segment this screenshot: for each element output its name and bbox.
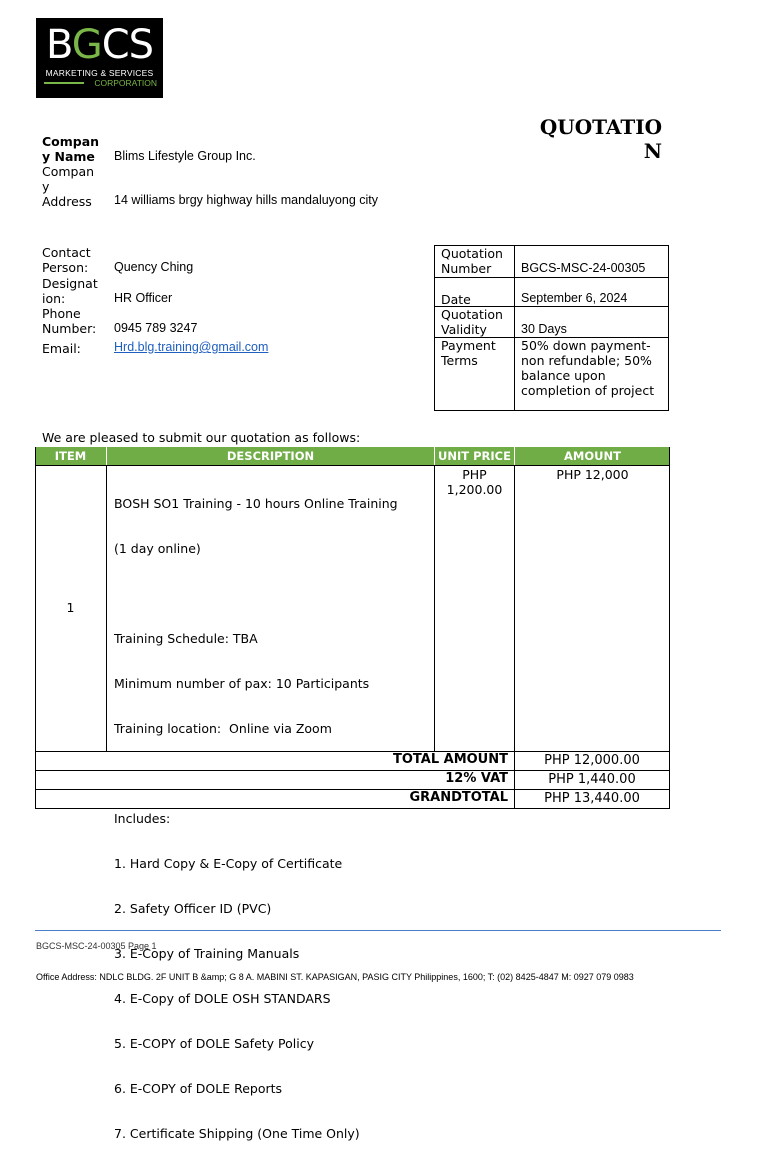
table-border <box>35 447 36 809</box>
quotation-number-value: BGCS-MSC-24-00305 <box>521 261 646 275</box>
header-amount: AMOUNT <box>515 447 670 465</box>
date-label: Date <box>441 292 471 307</box>
grand-total-value: PHP 13,440.00 <box>544 791 640 806</box>
date-value: September 6, 2024 <box>521 291 628 305</box>
vat-label: 12% VAT <box>445 771 508 786</box>
phone-value: 0945 789 3247 <box>114 321 198 335</box>
footer-page-number: BGCS-MSC-24-00305 Page 1 <box>36 941 157 951</box>
table-border <box>106 465 107 751</box>
company-address-label: Compan y Address <box>42 164 95 209</box>
quotation-info-table <box>434 245 669 411</box>
phone-label: Phone Number: <box>42 306 97 336</box>
validity-value: 30 Days <box>521 322 567 336</box>
header-unit-price: UNIT PRICE <box>435 447 514 465</box>
header-item: ITEM <box>35 447 106 465</box>
item-unit-price: PHP 1,200.00 <box>446 467 503 497</box>
designation-value: HR Officer <box>114 291 173 305</box>
grand-total-label: GRANDTOTAL <box>409 790 508 805</box>
document-title: QUOTATIO N <box>539 115 662 163</box>
vat-value: PHP 1,440.00 <box>548 772 636 787</box>
company-name-label: Compan y Name <box>42 134 100 164</box>
logo-wordmark: BGCS <box>45 22 154 68</box>
validity-label: Quotation Validity <box>441 307 503 337</box>
contact-person-value: Quency Ching <box>114 260 194 274</box>
total-amount-value: PHP 12,000.00 <box>544 753 640 768</box>
quotation-number-label: Quotation Number <box>441 246 503 276</box>
company-address-value: 14 williams brgy highway hills mandaluyong city <box>114 193 379 207</box>
qtable-divider <box>514 246 515 410</box>
email-label: Email: <box>42 341 81 356</box>
designation-label: Designat ion: <box>42 276 98 306</box>
item-amount: PHP 12,000 <box>556 467 629 482</box>
qtable-rule <box>435 277 668 278</box>
company-name-value: Blims Lifestyle Group Inc. <box>114 149 256 163</box>
header-description: DESCRIPTION <box>107 447 434 465</box>
footer-office-address: Office Address: NDLC BLDG. 2F UNIT B &amp; G 8 A. MABINI ST. KAPASIGAN, PASIG CITY Philippines, 1600; T: (02) 8425-4847 M: 0927 079 0983 <box>36 972 634 982</box>
total-amount-label: TOTAL AMOUNT <box>392 752 508 767</box>
payment-terms-label: Payment Terms <box>441 338 496 368</box>
intro-text: We are pleased to submit our quotation as follows: <box>42 430 361 445</box>
contact-person-label: Contact Person: <box>42 245 91 275</box>
item-description: BOSH SO1 Training - 10 hours Online Training (1 day online) Training Schedule: TBA Minimum number of pax: 10 Participants Training location: Online via Zoom Includes: 1. Hard Copy & E-Copy of Certificate 2. Safety Officer ID (PVC) 3. E-Copy of Training Manuals 4. E-Copy of DOLE OSH STANDARS 5. E-COPY of DOLE Safety Policy 6. E-COPY of DOLE Reports 7. Certificate Shipping (One Time Only) <box>114 496 398 1141</box>
company-logo <box>36 18 163 98</box>
table-border <box>434 465 435 751</box>
logo-tagline: MARKETING & SERVICES <box>45 68 154 78</box>
footer-rule <box>35 930 721 931</box>
item-number: 1 <box>66 600 75 615</box>
email-link[interactable]: Hrd.blg.training@gmail.com <box>114 340 269 354</box>
logo-corporation: CORPORATION <box>94 78 157 88</box>
payment-terms-value: 50% down payment- non refundable; 50% balance upon completion of project <box>521 338 655 398</box>
